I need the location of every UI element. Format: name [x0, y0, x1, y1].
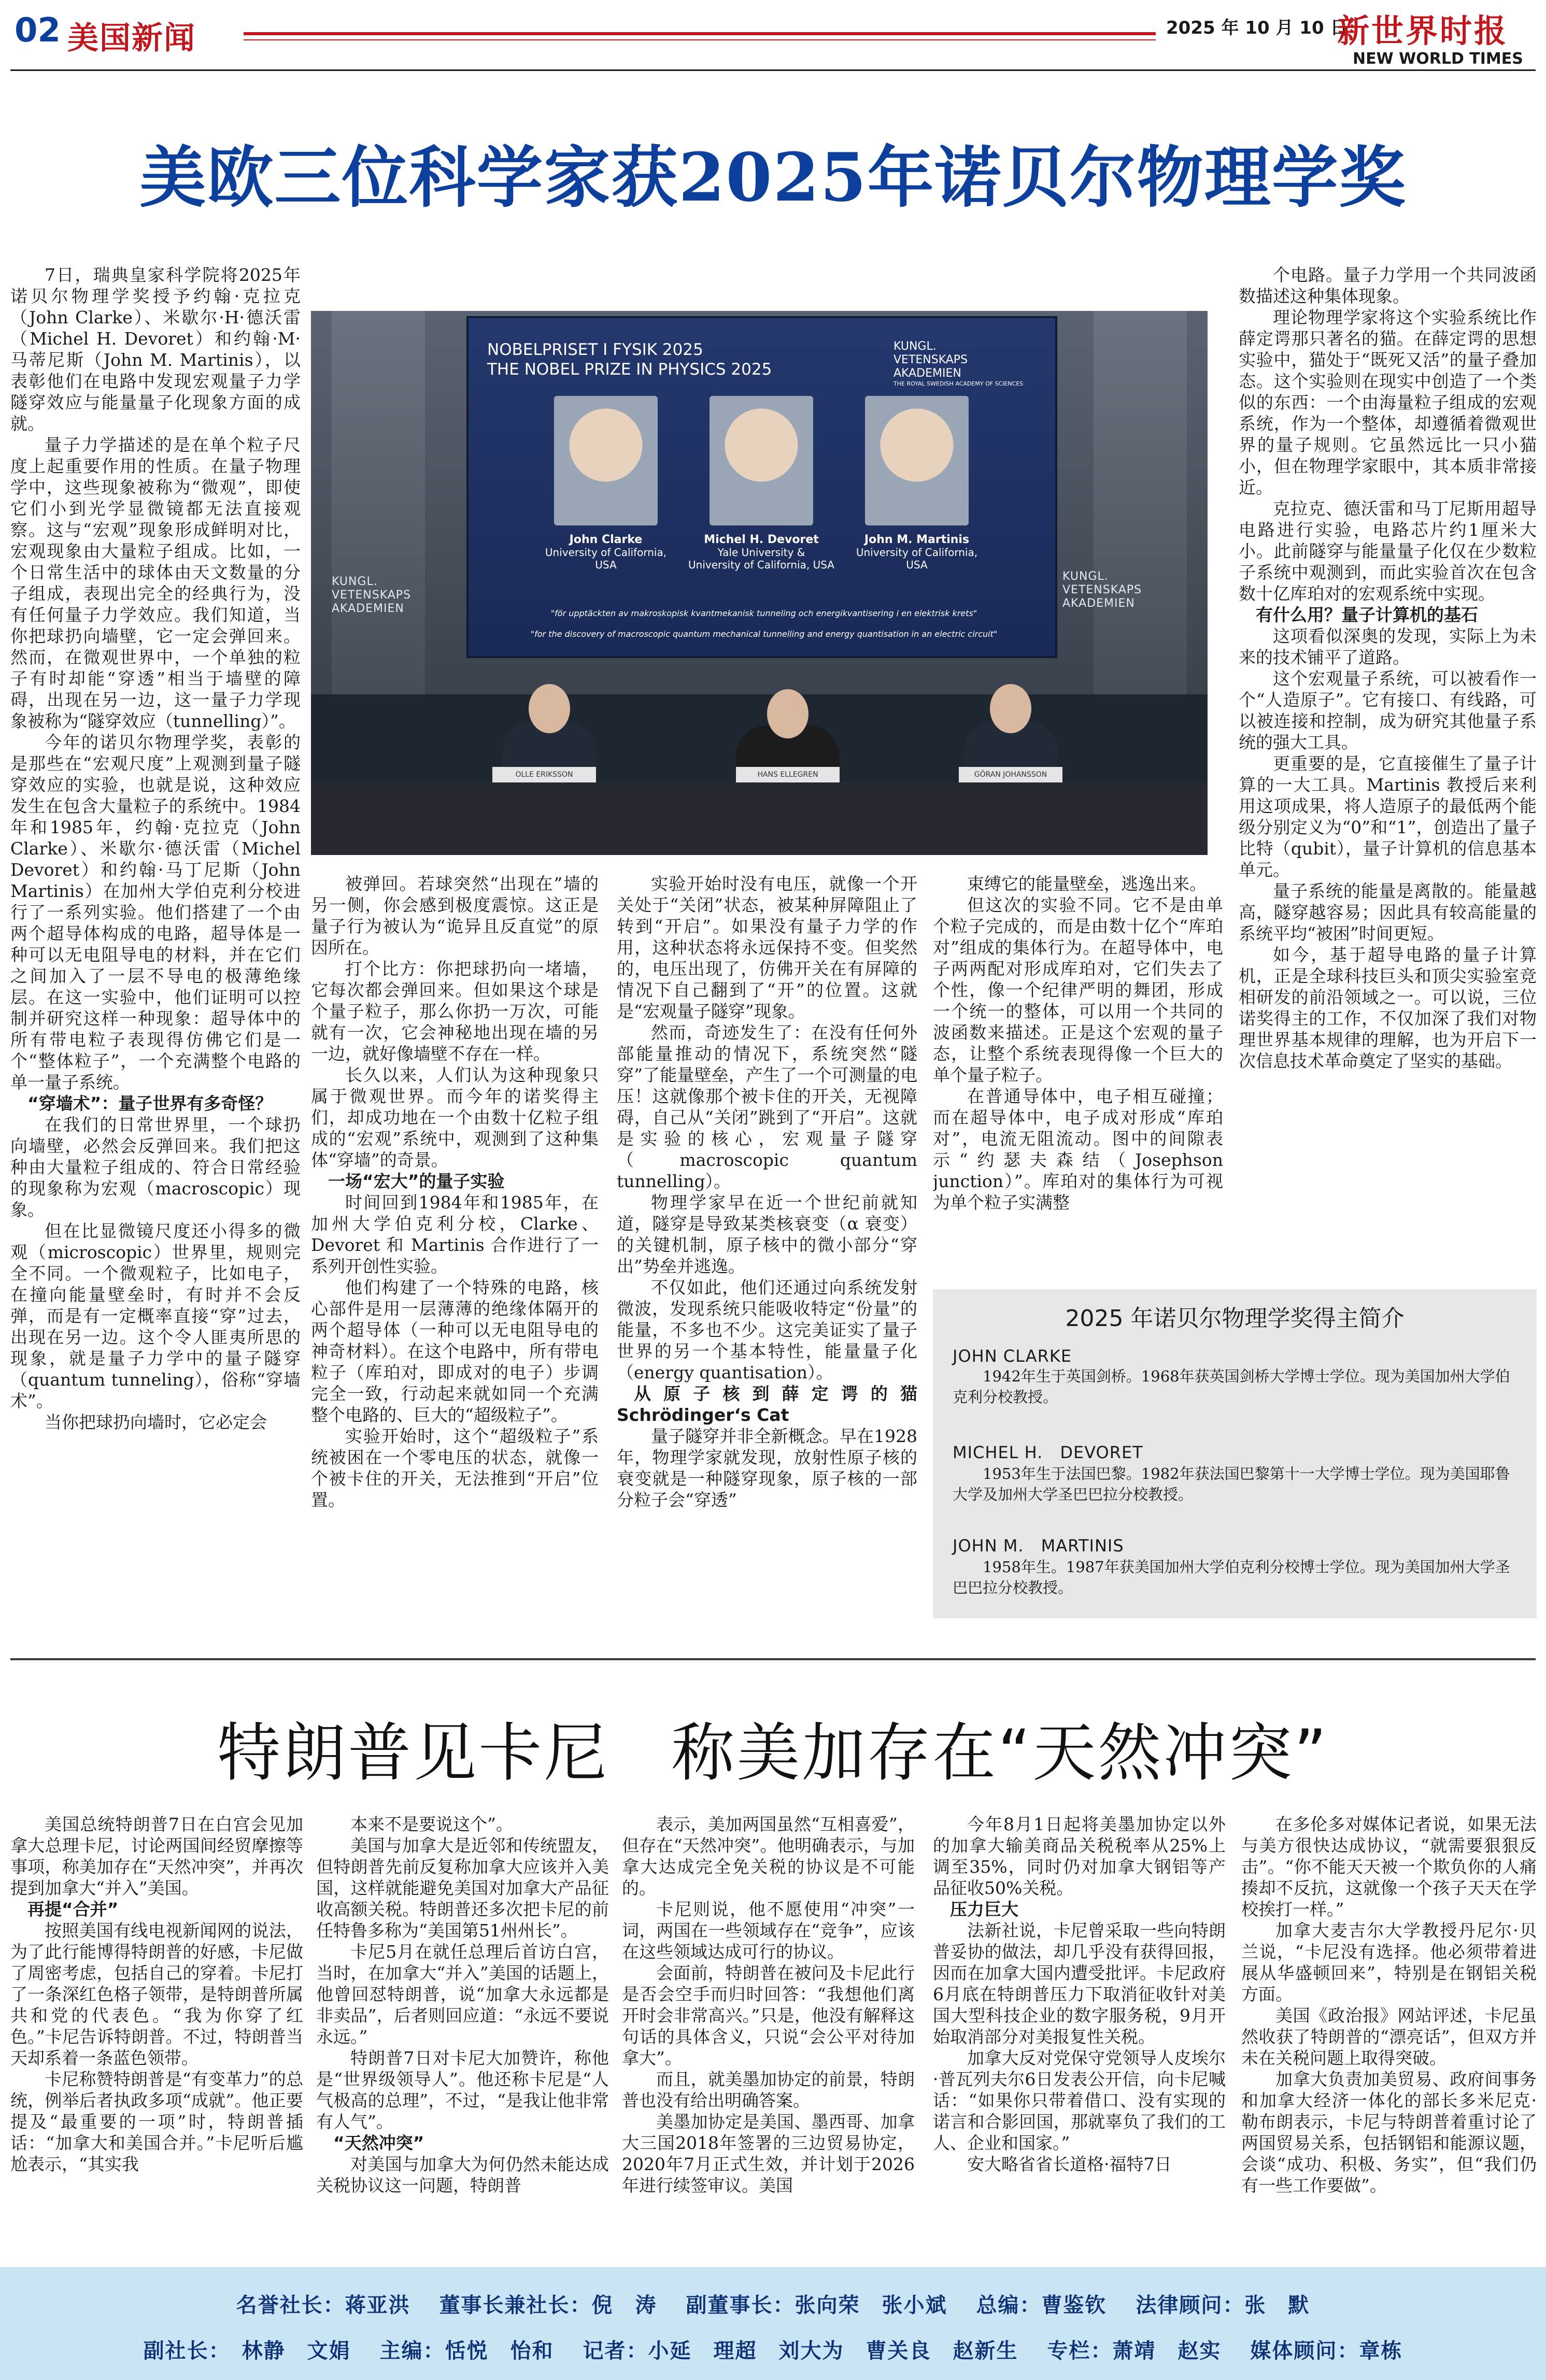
- citation-sv: "för upptäckten av makroskopisk kvantmekanisk tunneling och energikvantisering i en elektrisk krets": [550, 608, 977, 618]
- paragraph: 物理学家早在近一个世纪前就知道，隧穿是导致某类核衰变（α 衰变）的关键机制，原子核中的微小部分“穿出”势垒并逃逸。: [617, 1192, 917, 1276]
- staff-credits-footer: [0, 2267, 1546, 2380]
- laureate-affiliation: USA: [595, 559, 617, 571]
- academy-sub: THE ROYAL SWEDISH ACADEMY OF SCIENCES: [893, 380, 1024, 387]
- headline-part: 特朗普见卡尼: [217, 1716, 609, 1790]
- subheading: 有什么用？量子计算机的基石: [1256, 605, 1478, 625]
- paragraph: 长久以来，人们认为这种现象只属于微观世界。而今年的诺奖得主们，却成功地在一个由数十亿粒子组成的“宏观”系统中，观测到了这种集体“穿墙”的奇景。: [311, 1065, 599, 1170]
- paragraph: 被弹回。若球突然“出现在”墙的另一侧，你会感到极度震惊。这正是量子行为被认为“诡异且反直觉”的原因所在。: [311, 874, 599, 958]
- paragraph: 特朗普7日对卡尼大加赞许，称他是“世界级领导人”。他还称卡尼是“人气极高的总理”，不过，“是我让他非常有人气”。: [316, 2048, 609, 2132]
- paragraph: 按照美国有线电视新闻网的说法，为了此行能博得特朗普的好感，卡尼做了周密考虑，包括自己的穿着。卡尼打了一条深红色格子领带，是特朗普所属共和党的代表色。“我为你穿了红色。”卡尼告诉特朗普。不过，特朗普当天却系着一条蓝色领带。: [10, 1920, 303, 2068]
- paragraph: 加拿大负责加美贸易、政府间事务和加拿大经济一体化的部长多米尼克·勒布朗表示，卡尼与特朗普着重讨论了两国贸易关系，包括钢铝和能源议题，会谈“成功、积极、务实”，但“我们仍有一些工作要做”。: [1241, 2069, 1537, 2196]
- nameplate: OLLE ERIKSSON: [492, 767, 596, 782]
- credit: 法律顾问：张 默: [1136, 2293, 1310, 2317]
- headline-trump-carney: [0, 1702, 1546, 1793]
- paragraph: 美墨加协定是美国、墨西哥、加拿大三国2018年签署的三边贸易协定，2020年7月正式生效，并计划于2026年进行续签审议。美国: [622, 2112, 915, 2196]
- paragraph: 更重要的是，它直接催生了量子计算的一大工具。Martinis 教授后来利用这项成果，将人造原子的最低两个能级分别定义为“0”和“1”，创造出了量子比特（qubit），量子计算机的信息基本单元。: [1239, 753, 1537, 880]
- laureate-caption: [684, 533, 839, 571]
- credit: 董事长兼社长：倪 涛: [439, 2293, 657, 2317]
- laureate-profile-bio: 1942年生于英国剑桥。1968年获英国剑桥大学博士学位。现为美国加州大学伯克利分校教授。: [953, 1367, 1510, 1406]
- screen-title-sv: NOBELPRISET I FYSIK 2025: [487, 340, 703, 359]
- paragraph: 在我们的日常世界里，一个球扔向墙壁，必然会反弹回来。我们把这种由大量粒子组成的、符合日常经验的现象称为宏观（macroscopic）现象。: [10, 1115, 301, 1220]
- article2-column-2: [316, 1814, 609, 2249]
- paragraph: 今年8月1日起将美墨加协定以外的加拿大输美商品关税税率从25%上调至35%，同时仍对加拿大钢铝等产品征收50%关税。: [933, 1814, 1226, 1898]
- academy-line: VETENSKAPS: [332, 589, 412, 602]
- paragraph: 对美国与加拿大为何仍然未能达成关税协议这一问题，特朗普: [316, 2154, 609, 2196]
- paragraph: 今年的诺贝尔物理学奖，表彰的是那些在“宏观尺度”上观测到量子隧穿效应的实验，也就是说，这种效应发生在包含大量粒子的系统中。1984年和1985年，约翰·克拉克（John Clarke）、米歇尔·德沃雷（Michel Devoret）和约翰·马丁尼斯（John Martinis）在加州大学伯克利分校进行了一系列实验。他们搭建了一个由两个超导体构成的电路，超导体是一种可以无电阻导电的材料，并在它们之间加入了一层不导电的极薄绝缘层。在这一实验中，他们证明可以控制并研究这样一种现象：超导体中的所有带电粒子表现得仿佛它们是一个“整体粒子”，一个充满整个电路的单一量子系统。: [10, 732, 301, 1092]
- credit: 副董事长：张向荣 张小斌: [686, 2293, 947, 2317]
- article1-column-5: [1239, 264, 1537, 1280]
- paragraph: 他们构建了一个特殊的电路，核心部件是用一层薄薄的绝缘体隔开的两个超导体（一种可以无电阻导电的神奇材料）。在这个电路中，所有带电粒子（库珀对，即成对的电子）步调完全一致，行动起来就如同一个充满整个电路的、巨大的“超级粒子”。: [311, 1277, 599, 1425]
- paper-name-en: NEW WORLD TIMES: [1353, 50, 1523, 68]
- paragraph: 而且，就美墨加协定的前景，特朗普也没有给出明确答案。: [622, 2069, 915, 2111]
- portrait-clarke: [554, 396, 658, 525]
- citation-en: "for the discovery of macroscopic quantum mechanical tunnelling and energy quantisation in an electric circuit": [530, 629, 998, 639]
- laureate-profile-name: MICHEL H. DEVORET: [953, 1443, 1143, 1462]
- article1-column-4: [933, 873, 1223, 1277]
- paragraph: 量子隧穿并非全新概念。早在1928年，物理学家就发现，放射性原子核的衰变就是一种隧穿现象，原子核的一部分粒子会“穿透”: [617, 1426, 917, 1510]
- article2-column-1: [10, 1814, 303, 2249]
- laureate-affiliation: University of California, USA: [688, 559, 834, 571]
- academy-line: AKADEMIEN: [332, 602, 404, 615]
- paragraph: 但这次的实验不同。它不是由单个粒子完成的，而是由数十亿个“库珀对”组成的集体行为。在超导体中，电子两两配对形成库珀对，它们失去了个性，像一个纪律严明的舞团，形成一个统一的整体，可以用一个共同的波函数来描述。正是这个宏观的量子态，让整个系统表现得像一个巨大的单个量子粒子。: [933, 895, 1223, 1085]
- credits-line-2: [0, 2334, 1546, 2364]
- masthead: [0, 0, 1546, 67]
- paper-name: 新世界时报: [1337, 12, 1509, 50]
- laureate-profile-bio: 1958年生。1987年获美国加州大学伯克利分校博士学位。现为美国加州大学圣巴巴拉分校教授。: [953, 1558, 1510, 1597]
- paragraph: 束缚它的能量壁垒，逃逸出来。: [967, 874, 1207, 894]
- masthead-rule: [244, 32, 1156, 35]
- laureate-profile: [953, 1346, 1517, 1407]
- presentation-screen: [466, 316, 1057, 658]
- academy-logo: [893, 340, 1023, 388]
- masthead-divider: [10, 69, 1536, 71]
- paragraph: 然而，奇迹发生了：在没有任何外部能量推动的情况下，系统突然“隧穿”了能量壁垒，产生了一个可测量的电压！这就像那个被卡住的开关，无视障碍，自己从“关闭”跳到了“开启”。这就是实验的核心，宏观量子隧穿（macroscopic quantum tunnelling）。: [617, 1022, 917, 1191]
- paragraph: 理论物理学家将这个实验系统比作薛定谔那只著名的猫。在薛定谔的思想实验中，猫处于“既死又活”的量子叠加态。这个实验则在现实中创造了一个类似的东西：一个由海量粒子组成的宏观系统，作为一个整体，却遵循着微观世界的量子规则。它虽然远比一只小猫小，但在物理学家眼中，其本质非常接近。: [1239, 307, 1537, 497]
- wall-panel: [1094, 311, 1187, 694]
- section-divider: [10, 1658, 1536, 1660]
- laureate-caption: [839, 533, 995, 571]
- article1-column-2: [311, 873, 599, 1632]
- screen-title-en: THE NOBEL PRIZE IN PHYSICS 2025: [487, 360, 772, 379]
- subheading: “天然冲突”: [333, 2133, 424, 2153]
- credit: 主编：恬悦 怡和: [379, 2339, 554, 2363]
- paragraph: 时间回到1984年和1985年，在加州大学伯克利分校，Clarke、Devoret 和 Martinis 合作进行了一系列开创性实验。: [311, 1192, 599, 1276]
- nameplate: HANS ELLEGREN: [736, 767, 840, 782]
- paragraph: 卡尼则说，他不愿使用“冲突”一词，两国在一些领域存在“竞争”，应该在这些领域达成可行的协议。: [622, 1899, 915, 1962]
- panelist-head: [767, 689, 809, 738]
- paragraph: 会面前，特朗普在被问及卡尼此行是否会空手而归时回答：“我想他们离开时会非常高兴。”只是，他没有解释这句话的具体含义，只说“会公平对待加拿大”。: [622, 1963, 915, 2068]
- academy-line: AKADEMIEN: [893, 367, 961, 380]
- article1-column-3: [617, 873, 917, 1632]
- issue-date: 2025 年 10 月 10 日: [1166, 18, 1348, 38]
- paragraph: 美国总统特朗普7日在白宫会见加拿大总理卡尼，讨论两国间经贸摩擦等事项，称美加存在“天然冲突”，并再次提到加拿大“并入”美国。: [10, 1814, 303, 1898]
- laureate-affiliation: Yale University &: [717, 546, 805, 559]
- paragraph: 法新社说，卡尼曾采取一些向特朗普妥协的做法，却几乎没有获得回报，因而在加拿大国内遭受批评。卡尼政府6月底在特朗普压力下取消征收针对美国大型科技企业的数字服务税，9月开始取消部分对美报复性关税。: [933, 1920, 1226, 2047]
- portrait-devoret: [710, 396, 813, 525]
- headline-nobel: 美欧三位科学家获2025年诺贝尔物理学奖: [139, 139, 1407, 217]
- credit: 名誉社长：蒋亚洪: [236, 2293, 410, 2317]
- laureate-affiliation: University of California,: [545, 546, 667, 559]
- academy-wall-logo-right: [1062, 570, 1197, 610]
- paragraph: 不仅如此，他们还通过向系统发射微波，发现系统只能吸收特定“份量”的能量，不多也不少。这完美证实了量子世界的另一个基本特性，能量量子化（energy quantisation）。: [617, 1277, 917, 1383]
- paragraph: 加拿大麦吉尔大学教授丹尼尔·贝兰说，“卡尼没有选择。他必须带着进展从华盛顿回来”，特别是在钢铝关税方面。: [1241, 1920, 1537, 2004]
- subheading: 从原子核到薛定谔的猫 Schrödinger‘s Cat: [617, 1384, 917, 1425]
- paragraph: 本来不是要说这个”。: [350, 1814, 513, 1834]
- paragraph: 表示，美加两国虽然“互相喜爱”，但存在“天然冲突”。他明确表示，与加拿大达成完全免关税的协议是不可能的。: [622, 1814, 915, 1898]
- laureate-affiliation: USA: [906, 559, 928, 571]
- wall-panel: [332, 311, 425, 694]
- paragraph: 美国与加拿大是近邻和传统盟友，但特朗普先前反复称加拿大应该并入美国，这样就能避免美国对加拿大产品征收高额关税。特朗普还多次把卡尼的前任特鲁多称为“美国第51州州长”。: [316, 1835, 609, 1941]
- subheading: 再提“合并”: [27, 1899, 119, 1919]
- laureate-name: John M. Martinis: [864, 533, 970, 546]
- page-number: 02: [15, 11, 61, 50]
- paragraph: 个电路。量子力学用一个共同波函数描述这种集体现象。: [1239, 265, 1537, 306]
- paragraph: 7日，瑞典皇家科学院将2025年诺贝尔物理学奖授予约翰·克拉克（John Clarke）、米歇尔·H·德沃雷（Michel H. Devoret）和约翰·M·马蒂尼斯（John M. Martinis），以表彰他们在电路中发现宏观量子力学隧穿效应与能量量子化现象方面的成就。: [10, 265, 301, 434]
- paragraph: 实验开始时没有电压，就像一个开关处于“关闭”状态，被某种屏障阻止了转到“开启”。如果没有量子力学的作用，这种状态将永远保持不变。但奖然的，电压出现了，仿佛开关在有屏障的情况下自己翻到了“开”的位置。这就是“宏观量子隧穿”现象。: [617, 874, 917, 1021]
- credit: 专栏：萧靖 赵实: [1047, 2339, 1222, 2363]
- section-name: 美国新闻: [67, 20, 196, 56]
- paragraph: 实验开始时，这个“超级粒子”系统被困在一个零电压的状态，就像一个被卡住的开关，无法推到“开启”位置。: [311, 1426, 599, 1510]
- laureate-affiliation: University of California,: [856, 546, 978, 559]
- paragraph: 安大略省省长道格·福特7日: [967, 2154, 1172, 2174]
- article1-column-1: [10, 264, 301, 1632]
- paragraph: 卡尼5月在就任总理后首访白宫，当时，在加拿大“并入”美国的话题上，他曾回怼特朗普，说“加拿大永远都是非卖品”，后者则回应道：“永远不要说永远。”: [316, 1942, 609, 2047]
- portrait-martinis: [865, 396, 969, 525]
- paragraph: 量子力学描述的是在单个粒子尺度上起重要作用的性质。在量子物理学中，这些现象被称为“微观”，即使它们小到光学显微镜都无法直接观察。这与“宏观”现象形成鲜明对比，宏观现象由大量粒子组成。比如，一个日常生活中的球体由天文数量的分子组成，表现出完全的经典行为，没有任何量子力学效应。我们知道，当你把球扔向墙壁，它一定会弹回来。然而，在微观世界中，一个单独的粒子有时却能“穿透”相当于墙壁的障碍，出现在另一边，这一量子力学现象被称为“隧穿效应（tunnelling）”。: [10, 435, 301, 731]
- article2-column-3: [622, 1814, 915, 2249]
- laureate-name: John Clarke: [569, 533, 643, 546]
- nameplate: GÖRAN JOHANSSON: [959, 767, 1062, 782]
- laureate-profile-bio: 1953年生于法国巴黎。1982年获法国巴黎第十一大学博士学位。现为美国耶鲁大学及加州大学圣巴巴拉分校教授。: [953, 1465, 1510, 1503]
- paragraph: 这个宏观量子系统，可以被看作一个“人造原子”。它有接口、有线路，可以被连接和控制，成为研究其他量子系统的强大工具。: [1239, 668, 1537, 752]
- subheading: “穿墙术”：量子世界有多奇怪？: [27, 1093, 273, 1114]
- academy-line: KUNGL.: [893, 340, 937, 353]
- credit: 总编：曹鉴钦: [976, 2293, 1107, 2317]
- paragraph: 卡尼称赞特朗普是“有变革力”的总统，例举后者执政多项“成就”。他正要提及“最重要的一项”时，特朗普插话：“加拿大和美国合并。”卡尼听后尴尬表示，“其实我: [10, 2069, 303, 2174]
- laureate-profile: [953, 1533, 1517, 1598]
- credits-line-1: [0, 2289, 1546, 2318]
- academy-line: KUNGL.: [332, 575, 378, 588]
- paragraph: 这项看似深奥的发现，实际上为未来的技术铺平了道路。: [1239, 626, 1537, 667]
- headline-part: 称美加存在“天然冲突”: [671, 1716, 1329, 1790]
- screen-title: [487, 340, 772, 379]
- paragraph: 加拿大反对党保守党领导人皮埃尔·普瓦列夫尔6日发表公开信，向卡尼喊话：“如果你只带着借口、没有实现的诺言和合影回国，那就辜负了我们的工人、企业和国家。”: [933, 2048, 1226, 2153]
- academy-line: AKADEMIEN: [1062, 597, 1135, 610]
- paragraph: 美国《政治报》网站评述，卡尼虽然收获了特朗普的“漂亮话”，但双方并未在关税问题上取得突破。: [1241, 2005, 1537, 2068]
- academy-wall-logo-left: [332, 575, 456, 616]
- laureate-name: Michel H. Devoret: [704, 533, 819, 546]
- subheading: 一场“宏大”的量子实验: [328, 1171, 505, 1191]
- paragraph: 打个比方：你把球扔向一堵墙，它每次都会弹回来。但如果这个球是个量子粒子，那么你扔一万次，可能就有一次，它会神秘地出现在墙的另一边，就好像墙壁不存在一样。: [311, 959, 599, 1064]
- panelist-head: [529, 684, 570, 733]
- academy-line: KUNGL.: [1062, 570, 1109, 583]
- panelist-head: [990, 684, 1031, 733]
- academy-line: VETENSKAPS: [893, 353, 968, 366]
- academy-line: VETENSKAPS: [1062, 583, 1142, 596]
- laureate-caption: [528, 533, 684, 571]
- article2-column-4: [933, 1814, 1226, 2249]
- laureate-profile-name: JOHN CLARKE: [953, 1346, 1072, 1366]
- paragraph: 如今，基于超导电路的量子计算机，正是全球科技巨头和顶尖实验室竞相研发的前沿领域之一。可以说，三位诺奖得主的工作，不仅加深了我们对物理世界基本规律的理解，也为开启下一次信息技术革命奠定了坚实的基础。: [1239, 945, 1537, 1071]
- press-table: [311, 782, 1208, 855]
- credit: 记者：小延 理超 刘大为 曹关良 赵新生: [583, 2339, 1018, 2363]
- laureate-profile: [953, 1440, 1517, 1505]
- laureate-profile-name: JOHN M. MARTINIS: [953, 1536, 1124, 1556]
- paragraph: 在多伦多对媒体记者说，如果无法与美方很快达成协议，“就需要狠狠反击”。“你不能天天被一个欺负你的人痛揍却不反抗，这就像一个孩子天天在学校挨打一样。”: [1241, 1814, 1537, 1919]
- subheading: 压力巨大: [950, 1899, 1018, 1919]
- paragraph: 在普通导体中，电子相互碰撞；而在超导体中，电子成对形成“库珀对”，电流无阻流动。图中的间隙表示“约瑟夫森结（Josephson junction）”。库珀对的集体行为可视为单个粒子实满整: [933, 1086, 1223, 1213]
- paragraph: 但在比显微镜尺度还小得多的微观（microscopic）世界里，规则完全不同。一个微观粒子，比如电子，在撞向能量壁垒时，有时并不会反弹，而是有一定概率直接“穿”过去，出现在另一边。这个令人匪夷所思的现象，就是量子力学中的量子隧穿（quantum tunneling），俗称“穿墙术”。: [10, 1221, 301, 1411]
- nobel-announcement-photo: [311, 311, 1208, 855]
- credit: 媒体顾问：章栋: [1250, 2339, 1403, 2363]
- paragraph: 克拉克、德沃雷和马丁尼斯用超导电路进行实验，电路芯片约1厘米大小。此前隧穿与能量量子化仅在少数粒子系统中观测到，而此实验首次在包含数十亿库珀对的宏观系统中实现。: [1239, 498, 1537, 604]
- box-title: 2025 年诺贝尔物理学奖得主简介: [1065, 1305, 1405, 1332]
- article2-column-5: [1241, 1814, 1537, 2249]
- credit: 副社长： 林静 文娟: [143, 2339, 351, 2363]
- laureates-profile-box: [933, 1289, 1537, 1618]
- paragraph: 量子系统的能量是离散的。能量越高，隧穿越容易；因此具有较高能量的系统平均“被困”时间更短。: [1239, 881, 1537, 944]
- masthead-rule-thin: [244, 39, 1156, 40]
- paragraph: 当你把球扔向墙时，它必定会: [45, 1412, 267, 1432]
